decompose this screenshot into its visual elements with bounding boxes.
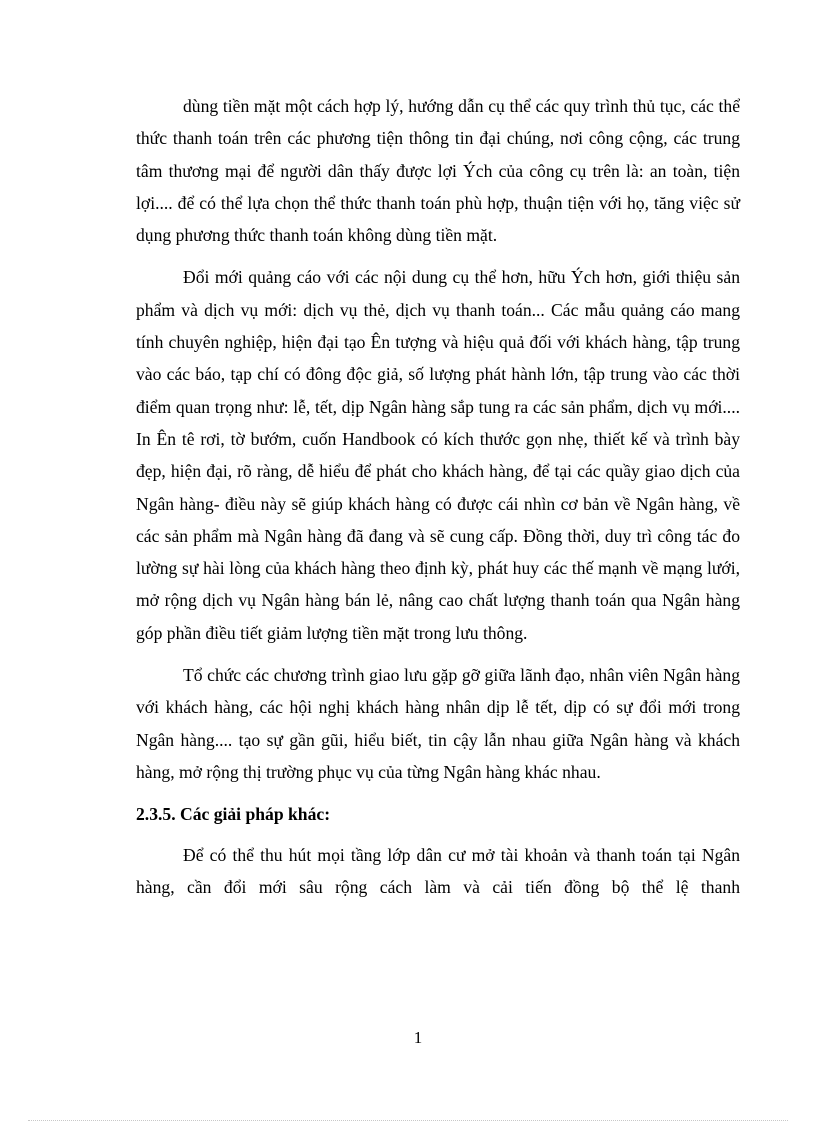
page-bottom-rule	[28, 1120, 788, 1121]
paragraph-customer-events: Tổ chức các chương trình giao lưu gặp gỡ giữa lãnh đạo, nhân viên Ngân hàng với khách hàng, các hội nghị khách hàng nhân dịp lễ tết, dịp có sự đổi mới trong Ngân hàng.... tạo sự gần gũi, hiểu biết, tin cậy lẫn nhau giữa Ngân hàng và khách hàng, mở rộng thị trường phục vụ của từng Ngân hàng khác nhau.	[136, 665, 740, 782]
section-heading: 2.3.5. Các giải pháp khác:	[136, 804, 331, 825]
document-body	[136, 90, 740, 913]
paragraph-cash-usage: dùng tiền mặt một cách hợp lý, hướng dẫn cụ thể các quy trình thủ tục, các thể thức thanh toán trên các phương tiện thông tin đại chúng, nơi công cộng, các trung tâm thương mại để người dân thấy được lợi Ých của công cụ trên là: an toàn, tiện lợi.... để có thể lựa chọn thể thức thanh toán phù hợp, thuận tiện với họ, tăng việc sử dụng phương thức thanh toán không dùng tiền mặt.	[136, 96, 740, 246]
paragraph-advertising: Đổi mới quảng cáo với các nội dung cụ thể hơn, hữu Ých hơn, giới thiệu sản phẩm và dịch vụ mới: dịch vụ thẻ, dịch vụ thanh toán... Các mẫu quảng cáo mang tính chuyên nghiệp, hiện đại tạo Ên tượng và hiệu quả đối với khách hàng, tập trung vào các báo, tạp chí có đông độc giả, số lượng phát hành lớn, tập trung vào các thời điểm quan trọng như: lễ, tết, dịp Ngân hàng sắp tung ra các sản phẩm, dịch vụ mới.... In Ên tê rơi, tờ bướm, cuốn Handbook có kích thước gọn nhẹ, thiết kế và trình bày đẹp, hiện đại, rõ ràng, dễ hiểu để phát cho khách hàng, để tại các quầy giao dịch của Ngân hàng- điều này sẽ giúp khách hàng có được cái nhìn cơ bản về Ngân hàng, về các sản phẩm mà Ngân hàng đã đang và sẽ cung cấp. Đồng thời, duy trì công tác đo lường sự hài lòng của khách hàng theo định kỳ, phát huy các thế mạnh về mạng lưới, mở rộng dịch vụ Ngân hàng bán lẻ, nâng cao chất lượng thanh toán qua Ngân hàng góp phần điều tiết giảm lượng tiền mặt trong lưu thông.	[136, 267, 740, 643]
paragraph-other-solutions: Để có thể thu hút mọi tầng lớp dân cư mở tài khoản và thanh toán tại Ngân hàng, cần đổi mới sâu rộng cách làm và cải tiến đồng bộ thể lệ thanh	[136, 844, 740, 897]
page-number: 1	[413, 1028, 423, 1047]
